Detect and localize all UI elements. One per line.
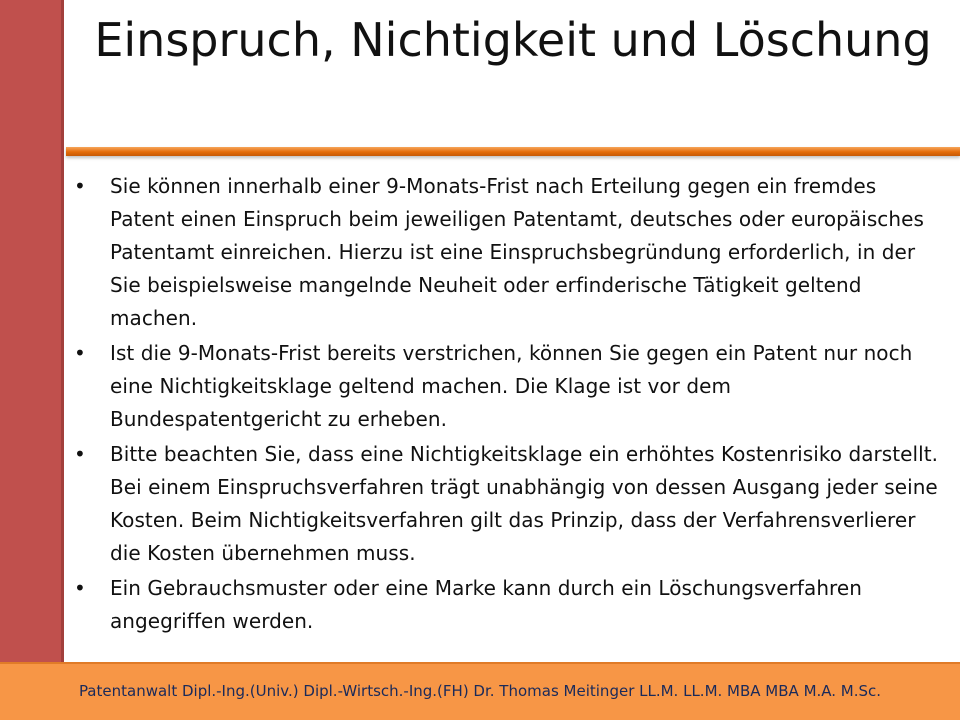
bullet-marker: • [74, 341, 86, 365]
bullet-text: Ist die 9-Monats-Frist bereits verstrichen, können Sie gegen ein Patent nur noch eine Nichtigkeitsklage geltend machen. Die Klage ist vor dem Bundespatentgericht zu erheben. [110, 341, 913, 431]
bullet-item [72, 337, 942, 436]
bullet-item [72, 572, 942, 638]
bullet-list [72, 170, 942, 640]
bullet-text: Bitte beachten Sie, dass eine Nichtigkeitsklage ein erhöhtes Kostenrisiko darstellt. Bei einem Einspruchsverfahren trägt unabhängig von dessen Ausgang jeder seine Kosten. Beim Nichtigkeitsverfahren gilt das Prinzip, dass der Verfahrensverlierer die Kosten übernehmen muss. [110, 442, 939, 565]
bullet-item [72, 438, 942, 570]
left-accent-bar [0, 0, 64, 662]
title-divider [66, 147, 960, 156]
bullet-marker: • [74, 442, 86, 466]
bullet-text: Sie können innerhalb einer 9-Monats-Frist nach Erteilung gegen ein fremdes Patent einen Einspruch beim jeweiligen Patentamt, deutsches oder europäisches Patentamt einreichen. Hierzu ist eine Einspruchsbegründung erforderlich, in der Sie beispielsweise mangelnde Neuheit oder erfinderische Tätigkeit geltend machen. [110, 174, 924, 330]
bullet-marker: • [74, 174, 86, 198]
bullet-text: Ein Gebrauchsmuster oder eine Marke kann durch ein Löschungsverfahren angegriffen werden. [110, 576, 862, 633]
bullet-item [72, 170, 942, 335]
footer-bar [0, 662, 960, 720]
footer-text: Patentanwalt Dipl.-Ing.(Univ.) Dipl.-Wirtsch.-Ing.(FH) Dr. Thomas Meitinger LL.M. LL.M. MBA MBA M.A. M.Sc. [78, 682, 882, 700]
bullet-marker: • [74, 576, 86, 600]
slide-title: Einspruch, Nichtigkeit und Löschung [94, 13, 932, 67]
